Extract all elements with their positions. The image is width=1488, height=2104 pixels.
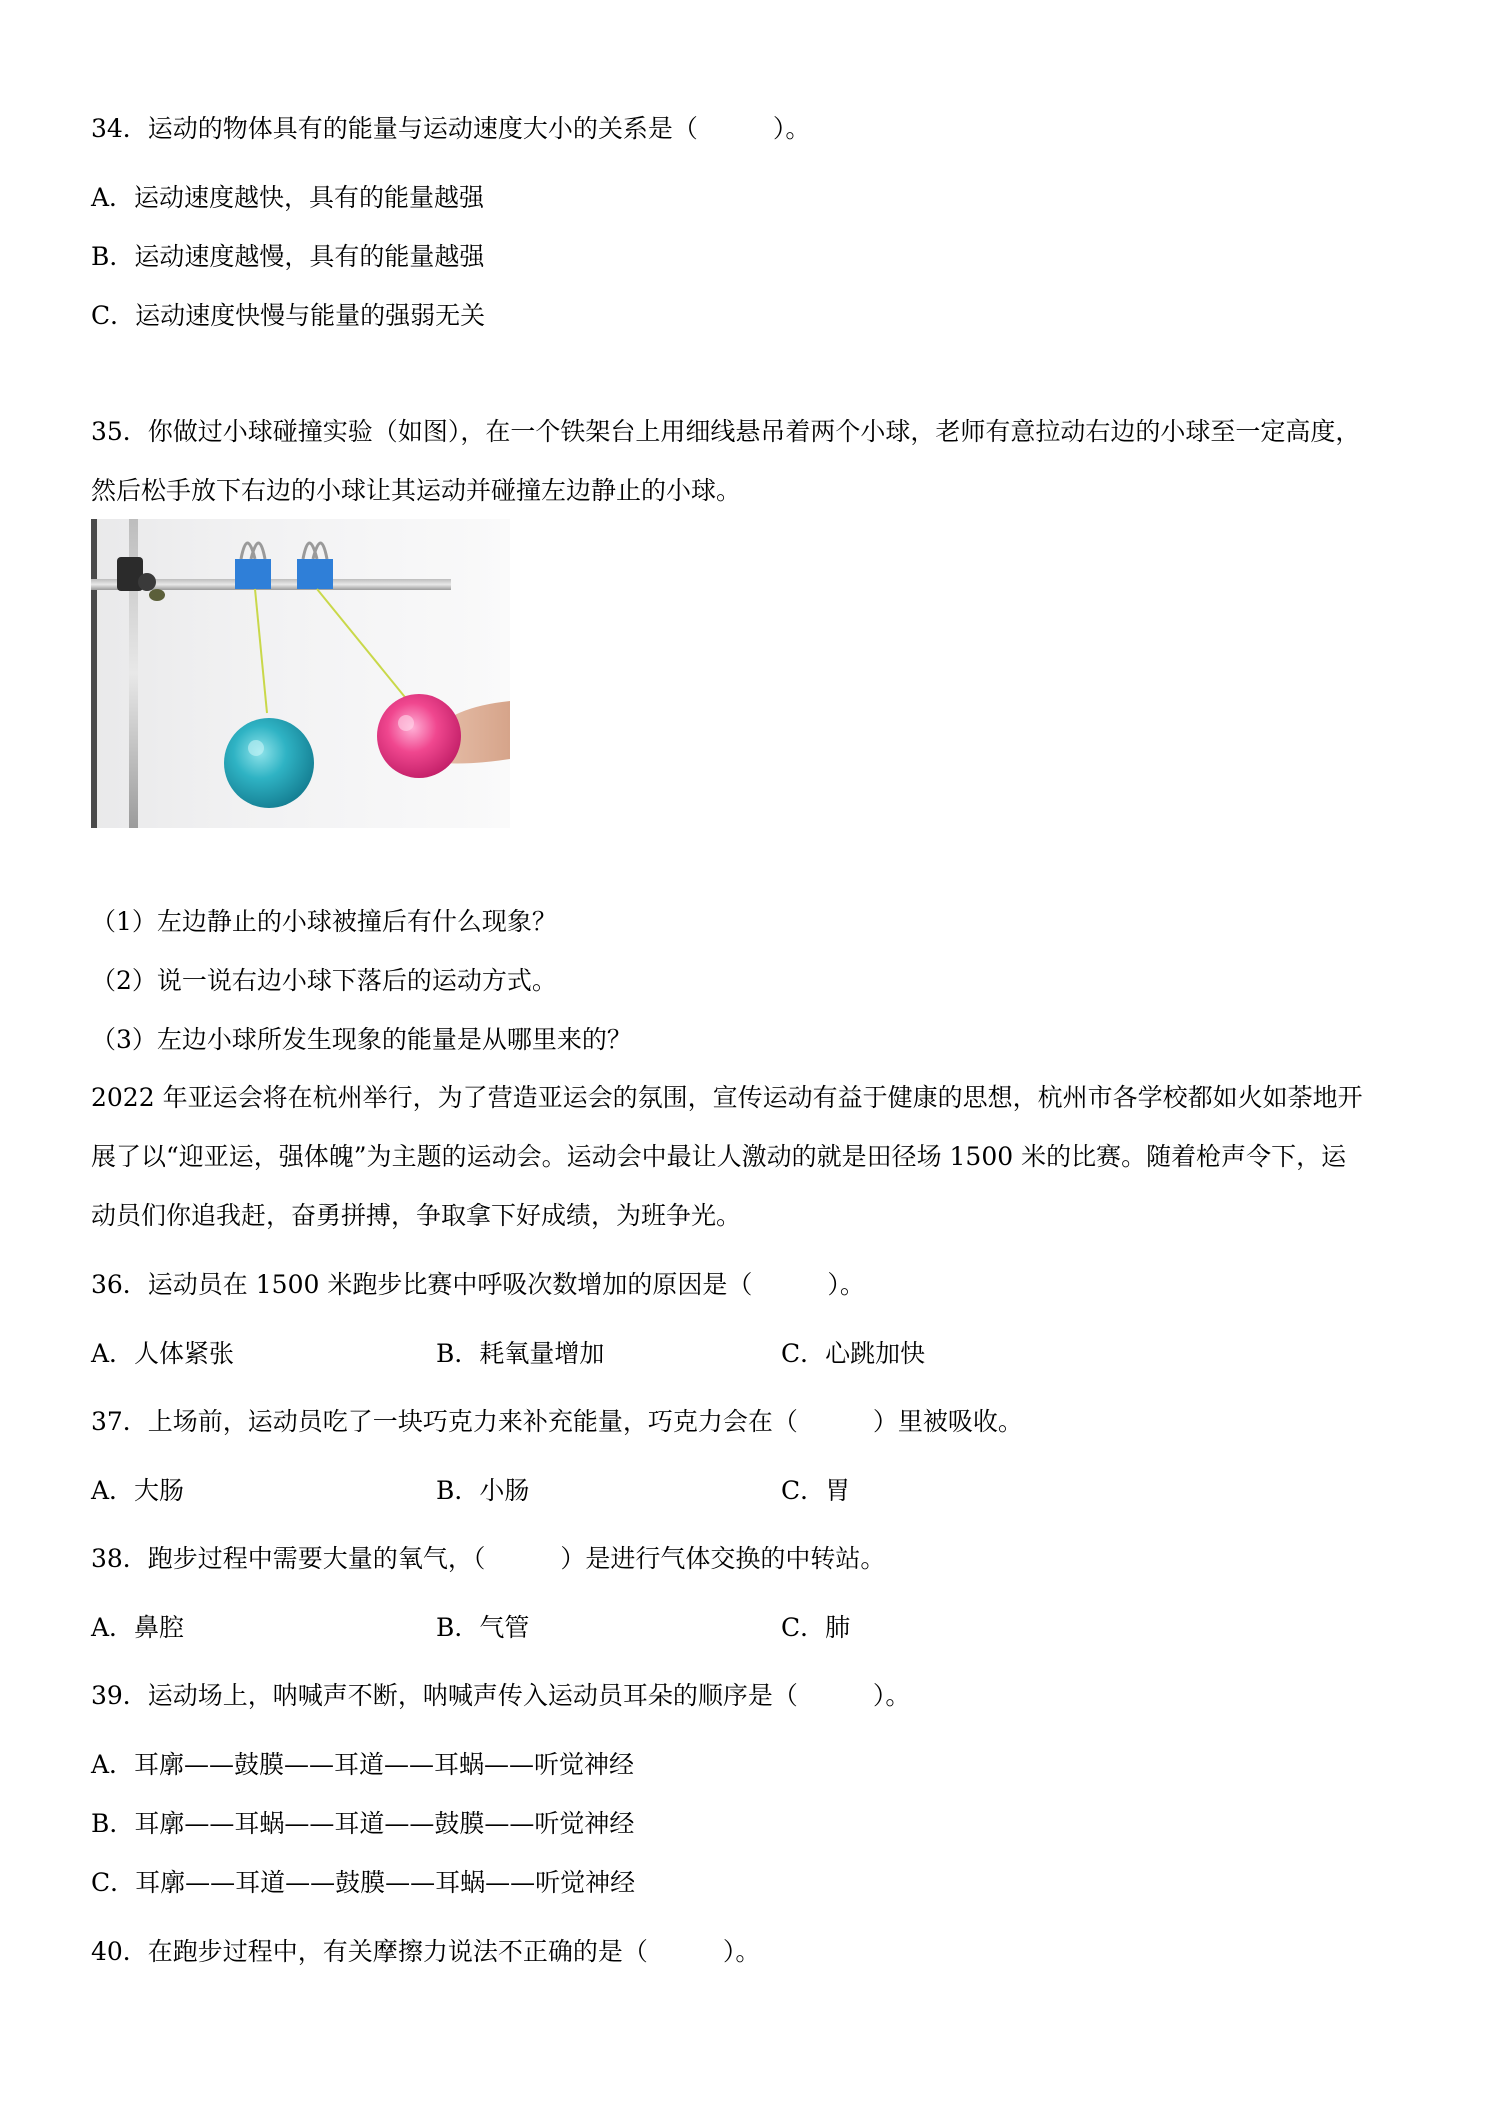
experiment-illustration bbox=[91, 519, 510, 828]
question-39-stem: 39．运动场上，呐喊声不断，呐喊声传入运动员耳朵的顺序是（ ）。 bbox=[91, 1681, 911, 1710]
question-37-option-c: C．胃 bbox=[781, 1476, 851, 1505]
question-37-option-a: A．大肠 bbox=[91, 1476, 185, 1505]
photo-edge bbox=[91, 519, 97, 828]
question-34-option-c: C．运动速度快慢与能量的强弱无关 bbox=[91, 301, 486, 330]
question-34-option-a: A．运动速度越快，具有的能量越强 bbox=[91, 183, 485, 212]
binder-clip-left bbox=[235, 559, 271, 589]
passage-line-2: 展了以“迎亚运，强体魄”为主题的运动会。运动会中最让人激动的就是田径场 1500 米的比赛。随着枪声令下，运 bbox=[91, 1142, 1347, 1171]
question-36-option-b: B．耗氧量增加 bbox=[436, 1339, 605, 1368]
question-35-sub-2: （2）说一说右边小球下落后的运动方式。 bbox=[91, 966, 557, 995]
binder-clip-right bbox=[297, 559, 333, 589]
question-34-option-b: B．运动速度越慢，具有的能量越强 bbox=[91, 242, 485, 271]
question-39-option-a: A．耳廓——鼓膜——耳道——耳蜗——听觉神经 bbox=[91, 1750, 635, 1779]
question-37-stem: 37．上场前，运动员吃了一块巧克力来补充能量，巧克力会在（ ）里被吸收。 bbox=[91, 1407, 1023, 1436]
question-35-sub-1: （1）左边静止的小球被撞后有什么现象？ bbox=[91, 907, 557, 936]
passage-line-1: 2022 年亚运会将在杭州举行，为了营造亚运会的氛围，宣传运动有益于健康的思想，杭州市各学校都如火如荼地开 bbox=[91, 1083, 1363, 1112]
clamp-screw bbox=[149, 589, 165, 601]
left-ball bbox=[224, 718, 314, 808]
question-38-option-c: C．肺 bbox=[781, 1613, 851, 1642]
string-right bbox=[317, 589, 413, 707]
question-38-option-a: A．鼻腔 bbox=[91, 1613, 185, 1642]
question-39-option-c: C．耳廓——耳道——鼓膜——耳蜗——听觉神经 bbox=[91, 1868, 636, 1897]
question-36-stem: 36．运动员在 1500 米跑步比赛中呼吸次数增加的原因是（ ）。 bbox=[91, 1270, 865, 1299]
right-ball bbox=[377, 694, 461, 778]
clamp-knob bbox=[138, 573, 156, 591]
question-35-stem-line-2: 然后松手放下右边的小球让其运动并碰撞左边静止的小球。 bbox=[91, 476, 742, 505]
question-36-option-c: C．心跳加快 bbox=[781, 1339, 926, 1368]
string-left bbox=[255, 589, 267, 713]
ball-collision-experiment-photo bbox=[91, 519, 510, 828]
question-35-stem-line-1: 35．你做过小球碰撞实验（如图），在一个铁架台上用细线悬吊着两个小球，老师有意拉动右边的小球至一定高度， bbox=[91, 417, 1361, 446]
question-38-option-b: B．气管 bbox=[436, 1613, 530, 1642]
question-40-stem: 40．在跑步过程中，有关摩擦力说法不正确的是（ ）。 bbox=[91, 1937, 761, 1966]
passage-line-3: 动员们你追我赶，奋勇拼搏，争取拿下好成绩，为班争光。 bbox=[91, 1201, 742, 1230]
question-37-option-b: B．小肠 bbox=[436, 1476, 530, 1505]
question-36-option-a: A．人体紧张 bbox=[91, 1339, 235, 1368]
question-39-option-b: B．耳廓——耳蜗——耳道——鼓膜——听觉神经 bbox=[91, 1809, 635, 1838]
question-38-stem: 38．跑步过程中需要大量的氧气，（ ）是进行气体交换的中转站。 bbox=[91, 1544, 886, 1573]
question-34-stem: 34．运动的物体具有的能量与运动速度大小的关系是（ ）。 bbox=[91, 114, 811, 143]
question-35-sub-3: （3）左边小球所发生现象的能量是从哪里来的？ bbox=[91, 1025, 632, 1054]
